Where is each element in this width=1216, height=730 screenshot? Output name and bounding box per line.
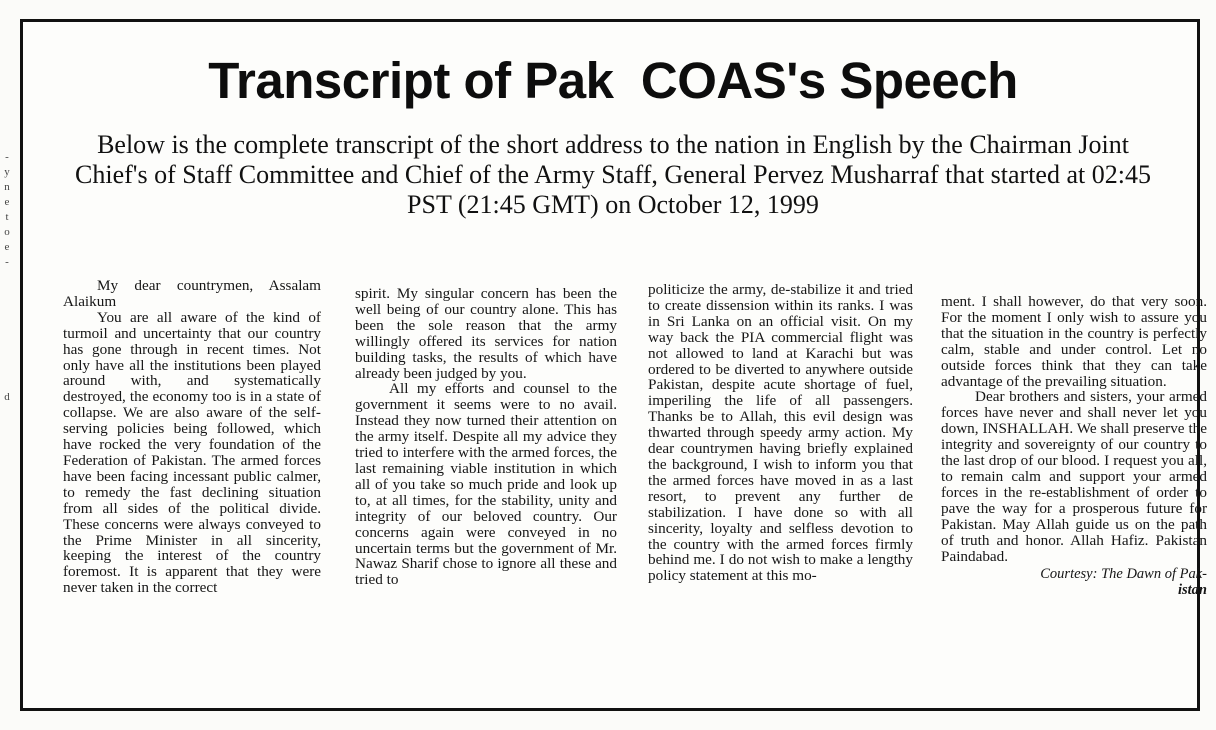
article-box	[20, 19, 1207, 711]
column-3	[648, 282, 913, 584]
column-1	[63, 278, 321, 596]
courtesy-credit	[941, 566, 1207, 598]
standfirst: Below is the complete transcript of the short address to the nation in English by the Chairman Joint Chief's of Staff Committee and Chief of the Army Staff, General Pervez Musharraf that started at 02:45 PST (21:45 GMT) on October 12, 1999	[75, 130, 1151, 219]
courtesy-source: The Dawn of Pak-	[1101, 566, 1207, 583]
salutation: My dear countrymen, Assalam Alaikum	[63, 277, 321, 310]
headline: Transcript of Pak COAS's Speech	[208, 52, 1018, 109]
body-continuation: politicize the army, de-stabilize it and tried to create dissension within its ranks. I was in Sri Lanka on an official visit. On my way back the PIA commercial flight was not allowed to land at Karachi but was ordered to be diverted to anywhere outside Pakistan, despite acute shortage of fuel, imperiling the life of all passengers. Thanks be to Allah, this evil design was thwarted through speedy army action. My dear countrymen having briefly explained the background, I wish to inform you that the armed forces have moved in as a last resort, to prevent any further de stabilization. I have done so with all sincerity, loyalty and selfless devotion to the country with the armed forces firmly behind me. I do not wish to make a lengthy policy statement at this mo-	[648, 281, 913, 585]
body-paragraph: You are all aware of the kind of turmoil and uncertainty that our country has gone through in recent times. Not only have all the institutions been played around with, and systematically destroyed, the economy too is in a state of collapse. We are also aware of the self-serving policies being followed, which have rocked the very foundation of the Federation of Pakistan. The armed forces have been facing incessant public calmer, to remedy the fast declining situation from all sides of the political divide. These concerns were always conveyed to the Prime Minister in all sincerity, keeping the interest of the country foremost. It is apparent that they were never taken in the correct	[63, 308, 321, 597]
body-continuation: spirit. My singular concern has been the well being of our country alone. This has been the sole reason that the army willingly offered its services for nation building tasks, the results of which have already been judged by you.	[355, 285, 617, 382]
body-paragraph: Dear brothers and sisters, your armed forces have never and shall never let you down, INSHALLAH. We shall preserve the integrity and sovereignty of our country to the last drop of our blood. I request you all, to remain calm and support your armed forces in the re-establishment of order to pave the way for a prosperous future for Pakistan. May Allah guide us on the path of truth and honor. Allah Hafiz. Pakistan Paindabad.	[941, 388, 1207, 565]
body-paragraph: All my efforts and counsel to the government it seems were to no avail. Instead they now turned their attention on the army itself. Despite all my advice they tried to interfere with the armed forces, the last remaining viable institution in which all of you take so much pride and look up to, at all times, for the stability, unity and integrity of our beloved country. Our concerns again were conveyed in no uncertain terms but the government of Mr. Nawaz Sharif chose to ignore all these and tried to	[355, 380, 617, 589]
margin-text-fragment: - y n e t o e - d	[4, 151, 10, 403]
courtesy-label: Courtesy:	[1040, 566, 1098, 583]
column-4	[941, 294, 1207, 598]
courtesy-source-cont: istan	[1177, 582, 1207, 599]
column-2	[355, 286, 617, 588]
body-continuation: ment. I shall however, do that very soon. For the moment I only wish to assure you that the situation in the country is perfectly calm, stable and under control. Let no outside forces think that they can take advantage of the prevailing situation.	[941, 293, 1207, 390]
